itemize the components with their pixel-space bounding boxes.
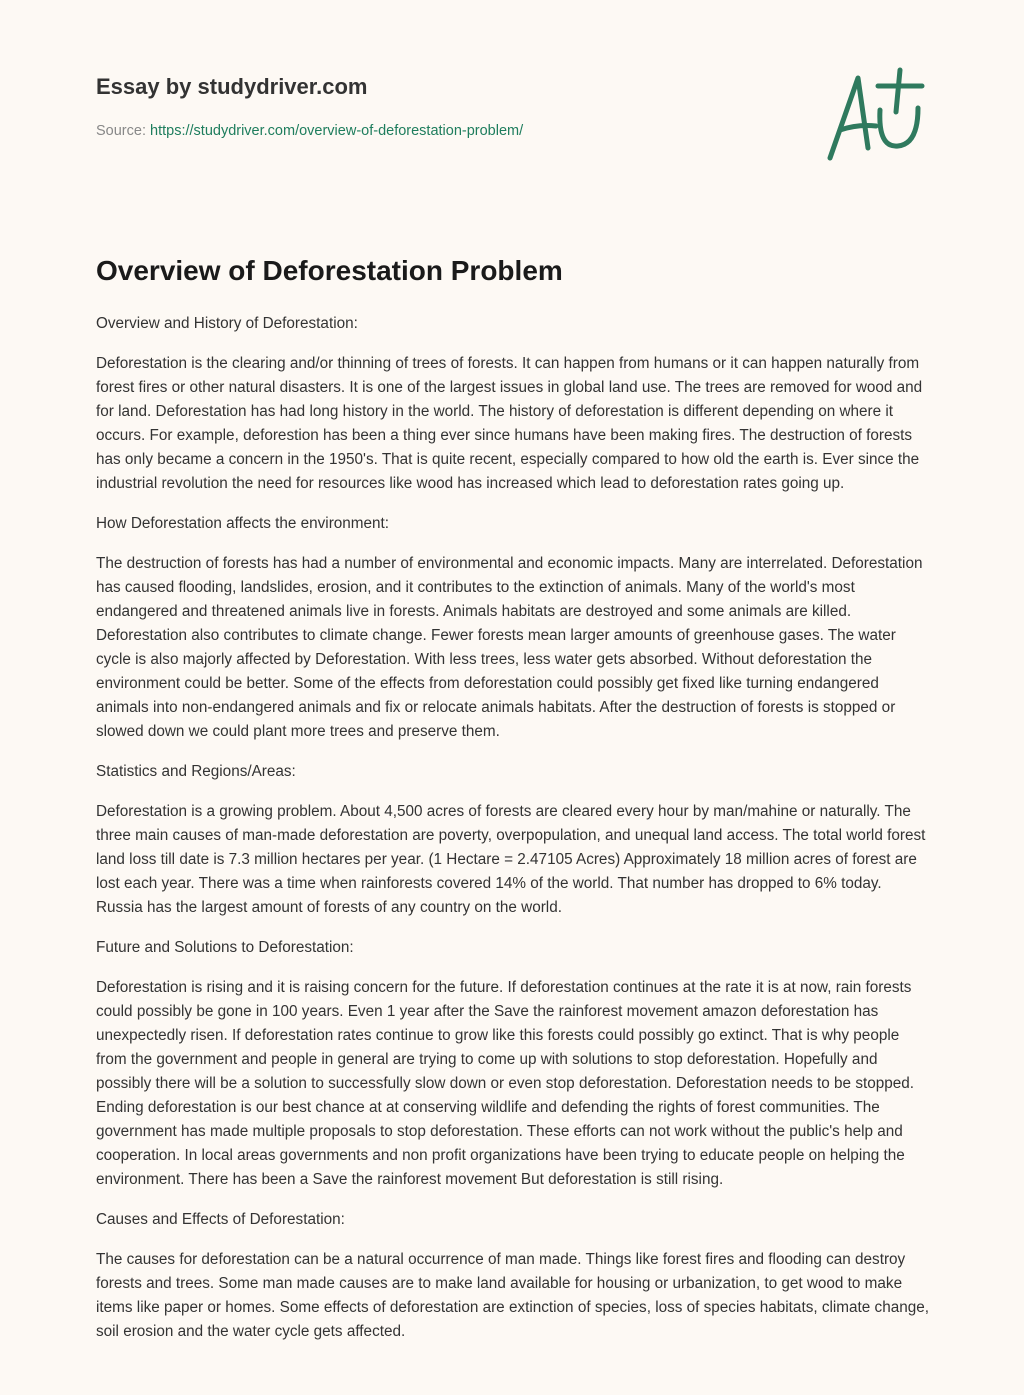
source-link[interactable]: https://studydriver.com/overview-of-deforestation-problem/ xyxy=(150,123,524,139)
paragraph: The destruction of forests has had a number of environmental and economic impacts. Many are interrelated. Deforestation has caused flooding, landslides, erosion, and it contributes to the extinction of animals. Many of the world's most endangered and threatened animals live in forests. Animals habitats are destroyed and some animals are killed. Deforestation also contributes to climate change. Fewer forests mean larger amounts of greenhouse gases. The water cycle is also majorly affected by Deforestation. With less trees, less water gets absorbed. Without deforestation the environment could be better. Some of the effects from deforestation could possibly get fixed like turning endangered animals into non-endangered animals and fix or relocate animals habitats. After the destruction of forests is stopped or slowed down we could plant more trees and preserve them. xyxy=(96,555,923,740)
essay-body xyxy=(96,312,932,1360)
site-title: Essay by studydriver.com xyxy=(96,74,368,99)
section-heading: How Deforestation affects the environment: xyxy=(96,515,390,532)
source-label: Source: xyxy=(96,123,146,139)
paragraph: Deforestation is the clearing and/or thinning of trees of forests. It can happen from humans or it can happen naturally from forest fires or other natural disasters. It is one of the largest issues in global land use. The trees are removed for wood and for land. Deforestation has had long history in the world. The history of deforestation is different depending on where it occurs. For example, deforestion has been a thing ever since humans have been making fires. The destruction of forests has only became a concern in the 1950's. That is quite recent, especially compared to how old the earth is. Ever since the industrial revolution the need for resources like wood has increased which lead to deforestation rates going up. xyxy=(96,355,923,492)
a-plus-logo-icon xyxy=(818,66,928,166)
page-title: Overview of Deforestation Problem xyxy=(96,255,563,286)
section-heading: Overview and History of Deforestation: xyxy=(96,315,358,332)
section-heading: Causes and Effects of Deforestation: xyxy=(96,1211,345,1228)
section-heading: Future and Solutions to Deforestation: xyxy=(96,939,354,956)
paragraph: Deforestation is a growing problem. About 4,500 acres of forests are cleared every hour by man/mahine or naturally. The three main causes of man-made deforestation are poverty, overpopulation, and unequal land access. The total world forest land loss till date is 7.3 million hectares per year. (1 Hectare = 2.47105 Acres) Approximately 18 million acres of forest are lost each year. There was a time when rainforests covered 14% of the world. That number has dropped to 6% today. Russia has the largest amount of forests of any country on the world. xyxy=(96,803,926,916)
paragraph: Deforestation is rising and it is raising concern for the future. If deforestation continues at the rate it is at now, rain forests could possibly be gone in 100 years. Even 1 year after the Save the rainforest movement amazon deforestation has unexpectedly risen. If deforestation rates continue to grow like this forests could possibly go extinct. That is why people from the government and people in general are trying to come up with solutions to stop deforestation. Hopefully and possibly there will be a solution to successfully slow down or even stop deforestation. Deforestation needs to be stopped. Ending deforestation is our best chance at at conserving wildlife and defending the rights of forest communities. The government has made multiple proposals to stop deforestation. These efforts can not work without the public's help and cooperation. In local areas governments and non profit organizations have been trying to educate people on helping the environment. There has been a Save the rainforest movement But deforestation is still rising. xyxy=(96,979,915,1188)
source-line xyxy=(96,123,523,139)
section-heading: Statistics and Regions/Areas: xyxy=(96,763,296,780)
paragraph: The causes for deforestation can be a natural occurrence of man made. Things like forest fires and flooding can destroy forests and trees. Some man made causes are to make land available for housing or urbanization, to get wood to make items like paper or homes. Some effects of deforestation are extinction of species, loss of species habitats, climate change, soil erosion and the water cycle gets affected. xyxy=(96,1251,929,1340)
